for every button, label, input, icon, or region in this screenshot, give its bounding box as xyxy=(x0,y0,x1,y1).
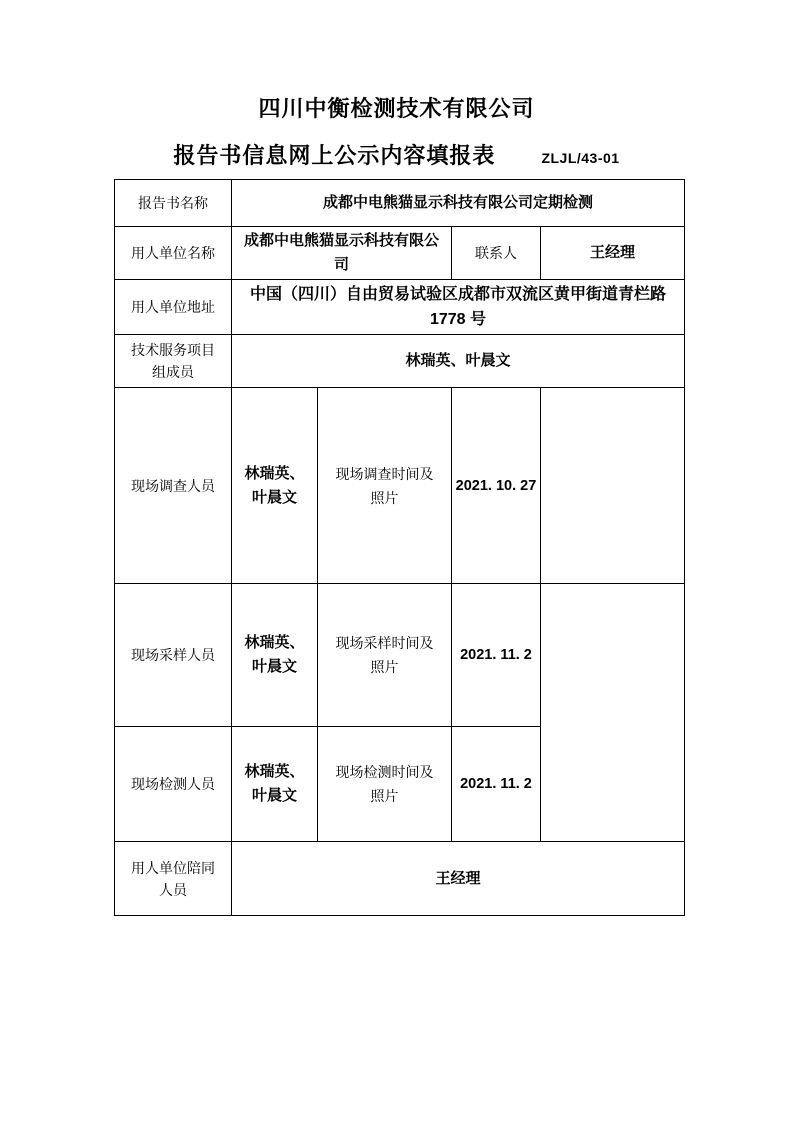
site-survey-personnel: 林瑞英、叶晨文 xyxy=(232,388,318,584)
employer-name-label: 用人单位名称 xyxy=(115,227,232,280)
report-info-table xyxy=(114,179,685,916)
site-sampling-row xyxy=(115,584,685,727)
site-sampling-date: 2021. 11. 2 xyxy=(452,584,541,727)
employer-name-row xyxy=(115,227,685,280)
form-header xyxy=(0,141,793,171)
employer-address-value: 中国（四川）自由贸易试验区成都市双流区黄甲街道青栏路 1778 号 xyxy=(232,280,685,335)
site-testing-date: 2021. 11. 2 xyxy=(452,727,541,842)
site-survey-photo-cell xyxy=(541,388,685,584)
site-sampling-personnel: 林瑞英、叶晨文 xyxy=(232,584,318,727)
employer-address-label: 用人单位地址 xyxy=(115,280,232,335)
site-sampling-testing-photo-cell xyxy=(541,584,685,842)
site-testing-personnel: 林瑞英、叶晨文 xyxy=(232,727,318,842)
report-name-row xyxy=(115,180,685,227)
form-title: 报告书信息网上公示内容填报表 xyxy=(173,143,496,168)
site-survey-time-label: 现场调查时间及照片 xyxy=(318,388,452,584)
site-survey-row xyxy=(115,388,685,584)
project-team-label: 技术服务项目组成员 xyxy=(115,335,232,388)
report-name-value: 成都中电熊猫显示科技有限公司定期检测 xyxy=(232,180,685,227)
contact-value: 王经理 xyxy=(541,227,685,280)
accompanying-value: 王经理 xyxy=(232,842,685,916)
site-survey-date: 2021. 10. 27 xyxy=(452,388,541,584)
employer-address-row xyxy=(115,280,685,335)
project-team-value: 林瑞英、叶晨文 xyxy=(232,335,685,388)
form-code: ZLJL/43-01 xyxy=(541,150,620,166)
company-title: 四川中衡检测技术有限公司 xyxy=(258,96,535,121)
site-survey-label: 现场调查人员 xyxy=(115,388,232,584)
site-sampling-label: 现场采样人员 xyxy=(115,584,232,727)
contact-label: 联系人 xyxy=(452,227,541,280)
employer-name-value: 成都中电熊猫显示科技有限公司 xyxy=(232,227,452,280)
site-sampling-time-label: 现场采样时间及照片 xyxy=(318,584,452,727)
report-name-label: 报告书名称 xyxy=(115,180,232,227)
site-testing-label: 现场检测人员 xyxy=(115,727,232,842)
accompanying-row xyxy=(115,842,685,916)
site-testing-time-label: 现场检测时间及照片 xyxy=(318,727,452,842)
accompanying-label: 用人单位陪同人员 xyxy=(115,842,232,916)
project-team-row xyxy=(115,335,685,388)
